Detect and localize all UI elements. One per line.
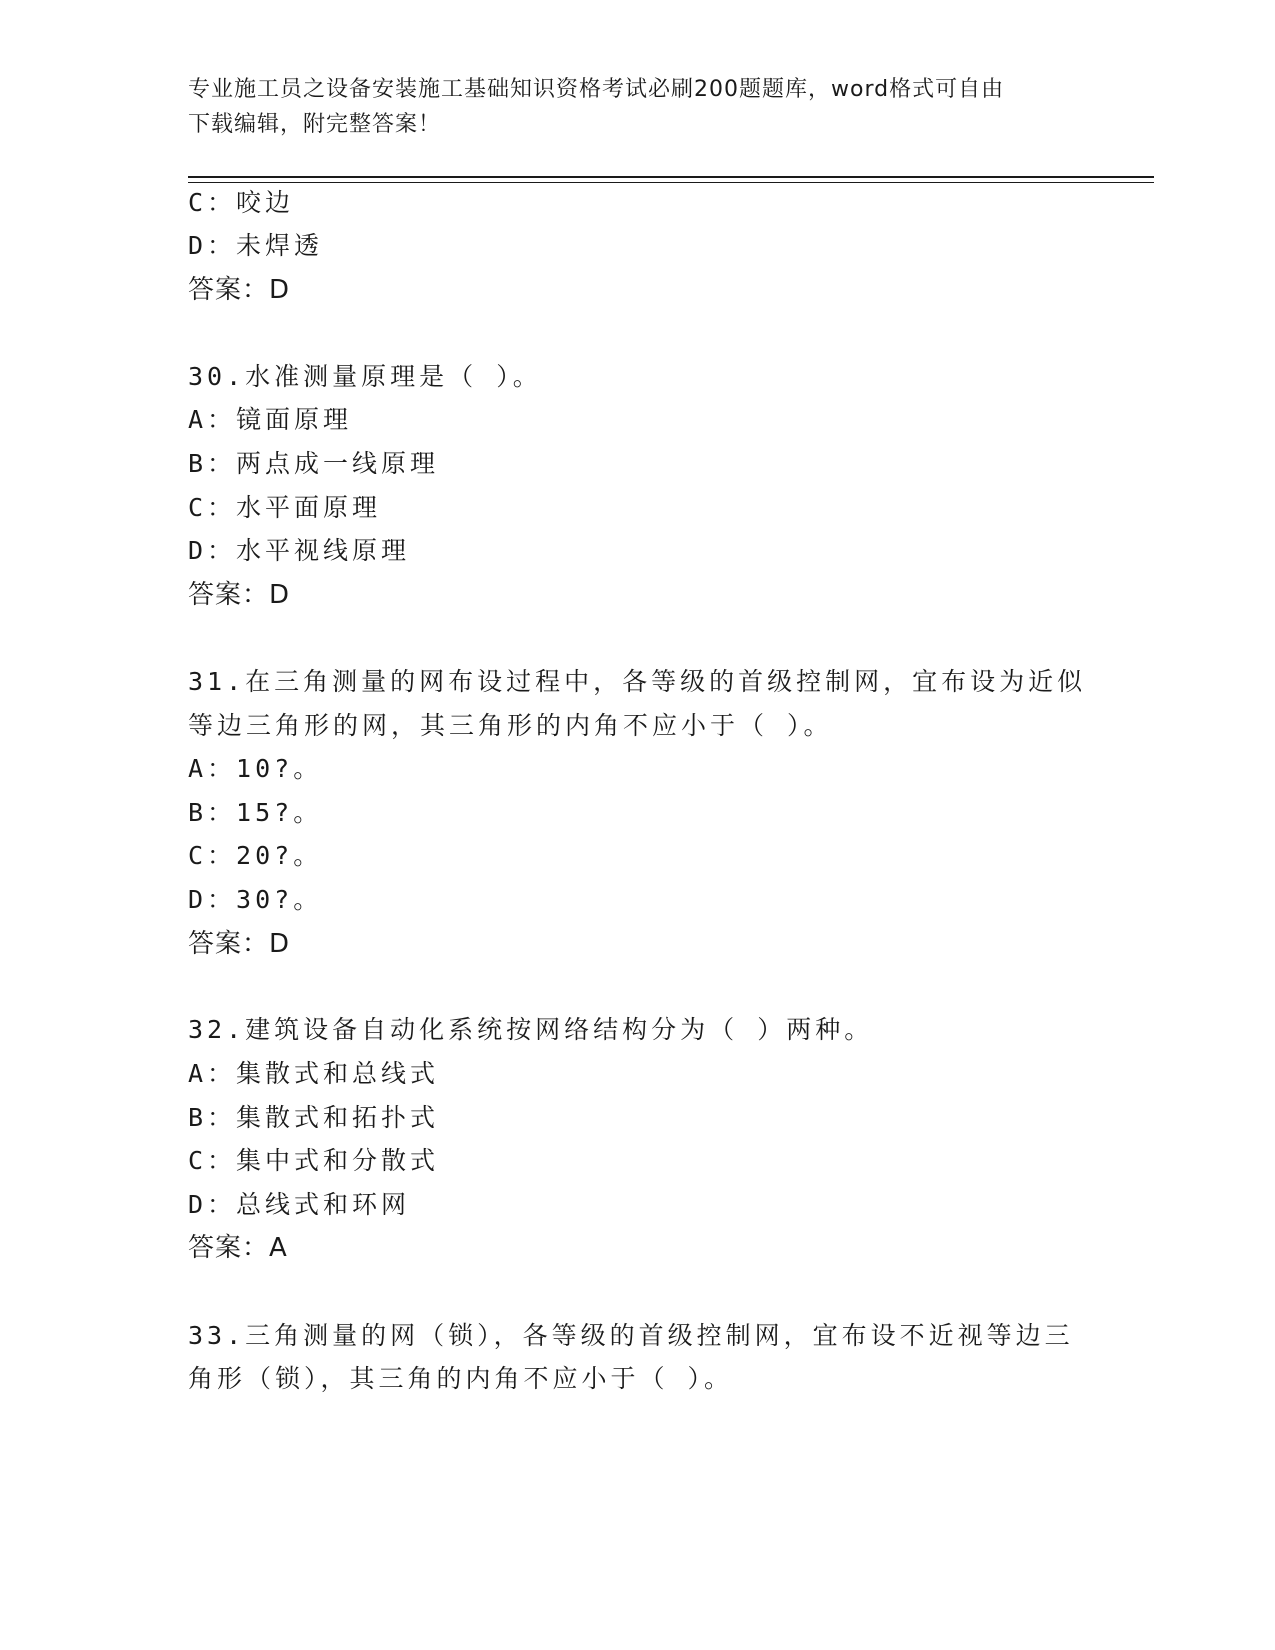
q31-option-c: C：20?。 xyxy=(188,841,323,870)
q32-option-b: B：集散式和拓扑式 xyxy=(188,1103,440,1132)
q32-option-a: A：集散式和总线式 xyxy=(188,1059,440,1088)
header-divider-thin xyxy=(188,182,1154,183)
q31-answer: 答案：D xyxy=(188,929,291,959)
q30-answer: 答案：D xyxy=(188,580,291,610)
document-header xyxy=(188,72,1068,142)
header-line-2: 下载编辑，附完整答案！ xyxy=(188,112,442,137)
q32-option-c: C：集中式和分散式 xyxy=(188,1146,440,1175)
q33-question-line-1: 33.三角测量的网（锁），各等级的首级控制网，宜布设不近视等边三 xyxy=(188,1321,1074,1350)
q30-option-b: B：两点成一线原理 xyxy=(188,449,440,478)
q31-option-d: D：30?。 xyxy=(188,885,323,914)
q30-option-a: A：镜面原理 xyxy=(188,405,353,434)
q32-answer: 答案：A xyxy=(188,1233,288,1263)
q32-question: 32.建筑设备自动化系统按网络结构分为（ ）两种。 xyxy=(188,1015,874,1044)
q30-option-c: C：水平面原理 xyxy=(188,493,382,522)
q29-answer: 答案：D xyxy=(188,275,291,305)
q32-option-d: D：总线式和环网 xyxy=(188,1190,411,1219)
header-divider-thick xyxy=(188,176,1154,178)
q33-question-line-2: 角形（锁），其三角的内角不应小于（ ）。 xyxy=(188,1364,734,1393)
q29-option-c: C：咬边 xyxy=(188,188,295,217)
q30-option-d: D：水平视线原理 xyxy=(188,536,411,565)
q31-question-line-1: 31.在三角测量的网布设过程中，各等级的首级控制网，宜布设为近似 xyxy=(188,667,1087,696)
q30-question: 30.水准测量原理是（ ）。 xyxy=(188,362,542,391)
q31-option-a: A：10?。 xyxy=(188,754,323,783)
q31-option-b: B：15?。 xyxy=(188,798,323,827)
header-line-1: 专业施工员之设备安装施工基础知识资格考试必刷200题题库，word格式可自由 xyxy=(188,77,1005,102)
q29-option-d: D：未焊透 xyxy=(188,231,324,260)
q31-question-line-2: 等边三角形的网，其三角形的内角不应小于（ ）。 xyxy=(188,711,833,740)
